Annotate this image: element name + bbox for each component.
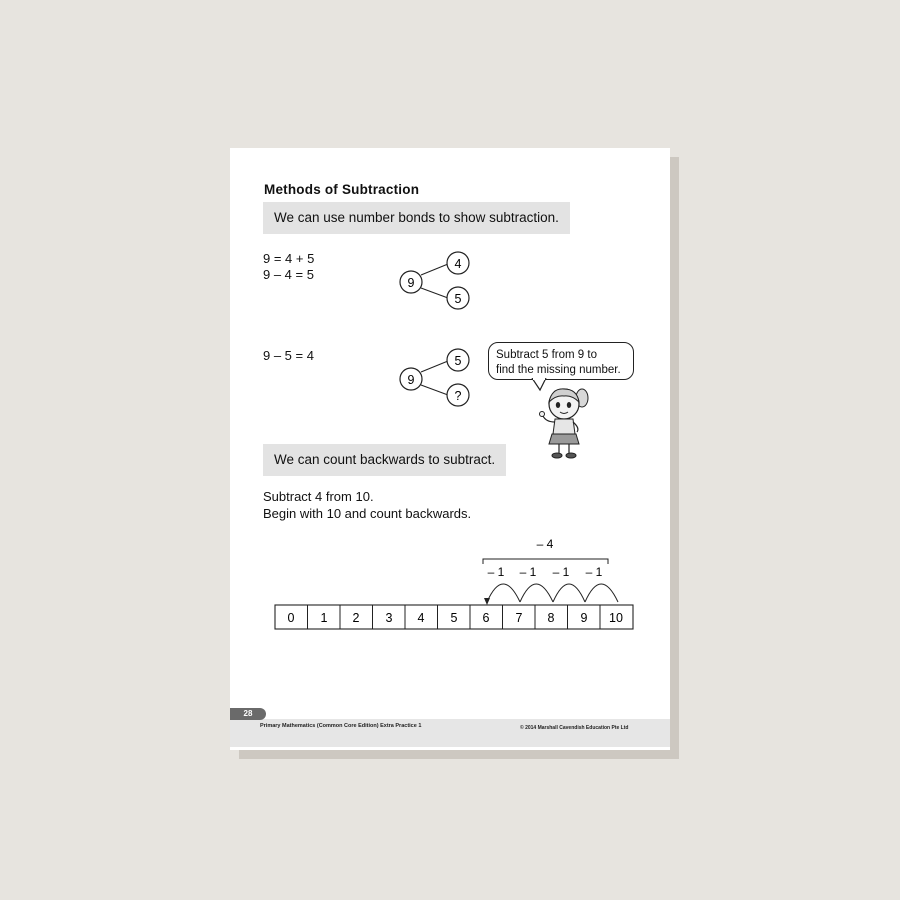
page-number: 28 [230,708,266,720]
jump-arc-3 [553,584,585,602]
jump-arc-2 [520,584,553,602]
number-cell-2: 2 [352,611,360,625]
total-step-label: – 4 [536,537,554,551]
footer-copyright: © 2014 Marshall Cavendish Education Pte Ltd [520,725,629,731]
instruction-line-1: Subtract 4 from 10. [263,489,374,504]
jump-arc-4 [585,584,618,602]
bracket [483,559,608,564]
number-cell-6: 6 [482,611,490,625]
speech-bubble-line-2: find the missing number. [496,364,621,376]
number-bond-1 [390,248,480,314]
bond-2-whole: 9 [407,373,415,387]
bond-1-part-top: 4 [454,257,462,271]
girl-character-illustration [536,384,592,460]
step-label-4: – 1 [585,565,603,579]
bond-1-whole: 9 [407,276,415,290]
jump-arc-1 [487,584,520,602]
speech-bubble-line-1: Subtract 5 from 9 to [496,349,597,361]
number-cell-7: 7 [515,611,523,625]
equation-subtraction-1: 9 – 4 = 5 [263,267,314,282]
equation-addition: 9 = 4 + 5 [263,251,315,266]
footer-book-title: Primary Mathematics (Common Core Edition) Extra Practice 1 [260,723,422,729]
step-label-1: – 1 [487,565,505,579]
equation-subtraction-2: 9 – 5 = 4 [263,348,314,363]
arrowhead [484,598,490,605]
instruction-line-2: Begin with 10 and count backwards. [263,506,472,521]
banner-number-bonds: We can use number bonds to show subtraction. [263,202,570,234]
number-line-diagram [270,532,640,632]
section-title: Methods of Subtraction [264,182,420,197]
step-label-2: – 1 [519,565,537,579]
bond-2-part-top: 5 [454,354,462,368]
number-cell-1: 1 [320,611,328,625]
bond-1-part-bottom: 5 [454,292,462,306]
number-cell-8: 8 [547,611,555,625]
number-cell-5: 5 [450,611,458,625]
number-cell-3: 3 [385,611,393,625]
number-cell-10: 10 [609,611,623,625]
banner-count-backwards: We can count backwards to subtract. [263,444,506,476]
number-cell-9: 9 [580,611,588,625]
number-cell-4: 4 [417,611,425,625]
step-label-3: – 1 [552,565,570,579]
number-bond-2 [390,345,480,411]
worksheet-page [230,148,670,750]
speech-bubble [488,342,634,380]
bond-2-part-bottom: ? [454,389,462,403]
number-cell-0: 0 [287,611,295,625]
